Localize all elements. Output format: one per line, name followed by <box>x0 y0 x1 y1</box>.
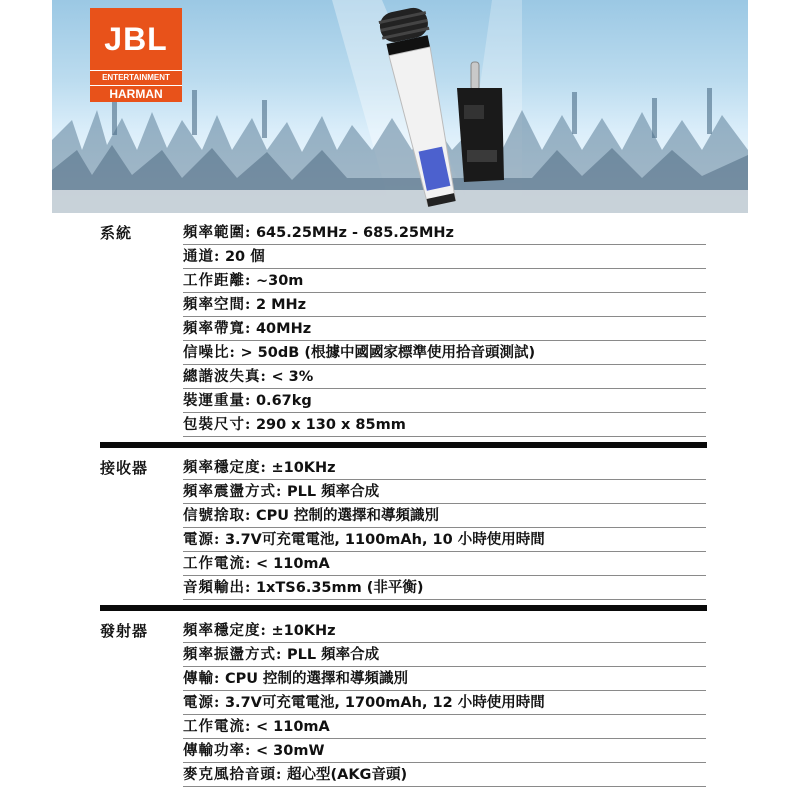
spec-value: CPU 控制的選擇和導頻識別 <box>255 508 440 524</box>
spec-row <box>183 341 706 365</box>
spec-row <box>183 317 706 341</box>
spec-row <box>183 715 706 739</box>
spec-key: 頻率空間: <box>183 296 252 313</box>
spec-key: 工作距離: <box>183 272 252 289</box>
spec-value: 3.7V可充電電池, 1700mAh, 12 小時使用時間 <box>224 695 545 711</box>
logo-line1: ENTERTAINMENT <box>90 70 182 85</box>
spec-key: 電源: <box>183 694 221 711</box>
spec-key: 頻率振盪方式: <box>183 646 283 663</box>
spec-value: < 110mA <box>255 719 330 735</box>
spec-row <box>183 528 706 552</box>
spec-key: 頻率穩定度: <box>183 459 267 476</box>
spec-row <box>183 389 706 413</box>
spec-key: 通道: <box>183 248 221 265</box>
spec-row <box>183 691 706 715</box>
spec-value: 超心型(AKG音頭) <box>286 767 408 783</box>
spec-key: 頻率震盪方式: <box>183 483 283 500</box>
spec-row <box>183 365 706 389</box>
spec-key: 音頻輸出: <box>183 579 252 596</box>
spec-row <box>183 456 706 480</box>
logo-line2: HARMAN <box>90 85 182 102</box>
jbl-harman-logo <box>90 8 182 100</box>
spec-row <box>183 245 706 269</box>
spec-value: 0.67kg <box>255 393 312 409</box>
spec-key: 工作電流: <box>183 718 252 735</box>
spec-value: ~30m <box>255 273 304 289</box>
spec-key: 頻率範圍: <box>183 224 252 241</box>
spec-value: 1xTS6.35mm (非平衡) <box>255 580 424 596</box>
spec-value: < 30mW <box>255 743 325 759</box>
spec-row <box>183 504 706 528</box>
logo-brand: JBL <box>90 8 182 70</box>
spec-row <box>183 763 706 787</box>
spec-key: 傳輸功率: <box>183 742 252 759</box>
spec-row <box>183 739 706 763</box>
spec-value: 20 個 <box>224 249 265 265</box>
section-label-system: 系統 <box>100 224 133 242</box>
section-divider <box>100 442 707 448</box>
spec-value: 2 MHz <box>255 297 307 313</box>
product-banner <box>52 0 748 213</box>
spec-row <box>183 413 706 437</box>
section-label-transmitter: 發射器 <box>100 622 149 640</box>
section-divider <box>100 605 707 611</box>
spec-row <box>183 269 706 293</box>
spec-key: 總諧波失真: <box>183 368 267 385</box>
spec-row <box>183 576 706 600</box>
spec-row <box>183 619 706 643</box>
spec-value: 40MHz <box>255 321 312 337</box>
spec-value: > 50dB (根據中國國家標準使用拾音頭測試) <box>240 345 536 361</box>
spec-key: 傳輸: <box>183 670 221 687</box>
spec-value: < 3% <box>271 369 314 385</box>
spec-key: 工作電流: <box>183 555 252 572</box>
spec-row <box>183 667 706 691</box>
spec-key: 包裝尺寸: <box>183 416 252 433</box>
spec-row <box>183 221 706 245</box>
spec-key: 裝運重量: <box>183 392 252 409</box>
spec-row <box>183 552 706 576</box>
spec-value: 645.25MHz - 685.25MHz <box>255 225 454 241</box>
spec-value: CPU 控制的選擇和導頻識別 <box>224 671 409 687</box>
spec-value: 290 x 130 x 85mm <box>255 417 406 433</box>
spec-key: 麥克風拾音頭: <box>183 766 283 783</box>
spec-value: PLL 頻率合成 <box>286 484 380 500</box>
section-label-receiver: 接收器 <box>100 459 149 477</box>
spec-key: 頻率帶寬: <box>183 320 252 337</box>
spec-value: 3.7V可充電電池, 1100mAh, 10 小時使用時間 <box>224 532 545 548</box>
spec-key: 信噪比: <box>183 344 236 361</box>
spec-key: 信號捨取: <box>183 507 252 524</box>
spec-key: 頻率穩定度: <box>183 622 267 639</box>
spec-row <box>183 480 706 504</box>
spec-value: PLL 頻率合成 <box>286 647 380 663</box>
spec-value: < 110mA <box>255 556 330 572</box>
spec-key: 電源: <box>183 531 221 548</box>
spec-row <box>183 643 706 667</box>
spec-row <box>183 293 706 317</box>
spec-value: ±10KHz <box>271 623 336 639</box>
spec-value: ±10KHz <box>271 460 336 476</box>
